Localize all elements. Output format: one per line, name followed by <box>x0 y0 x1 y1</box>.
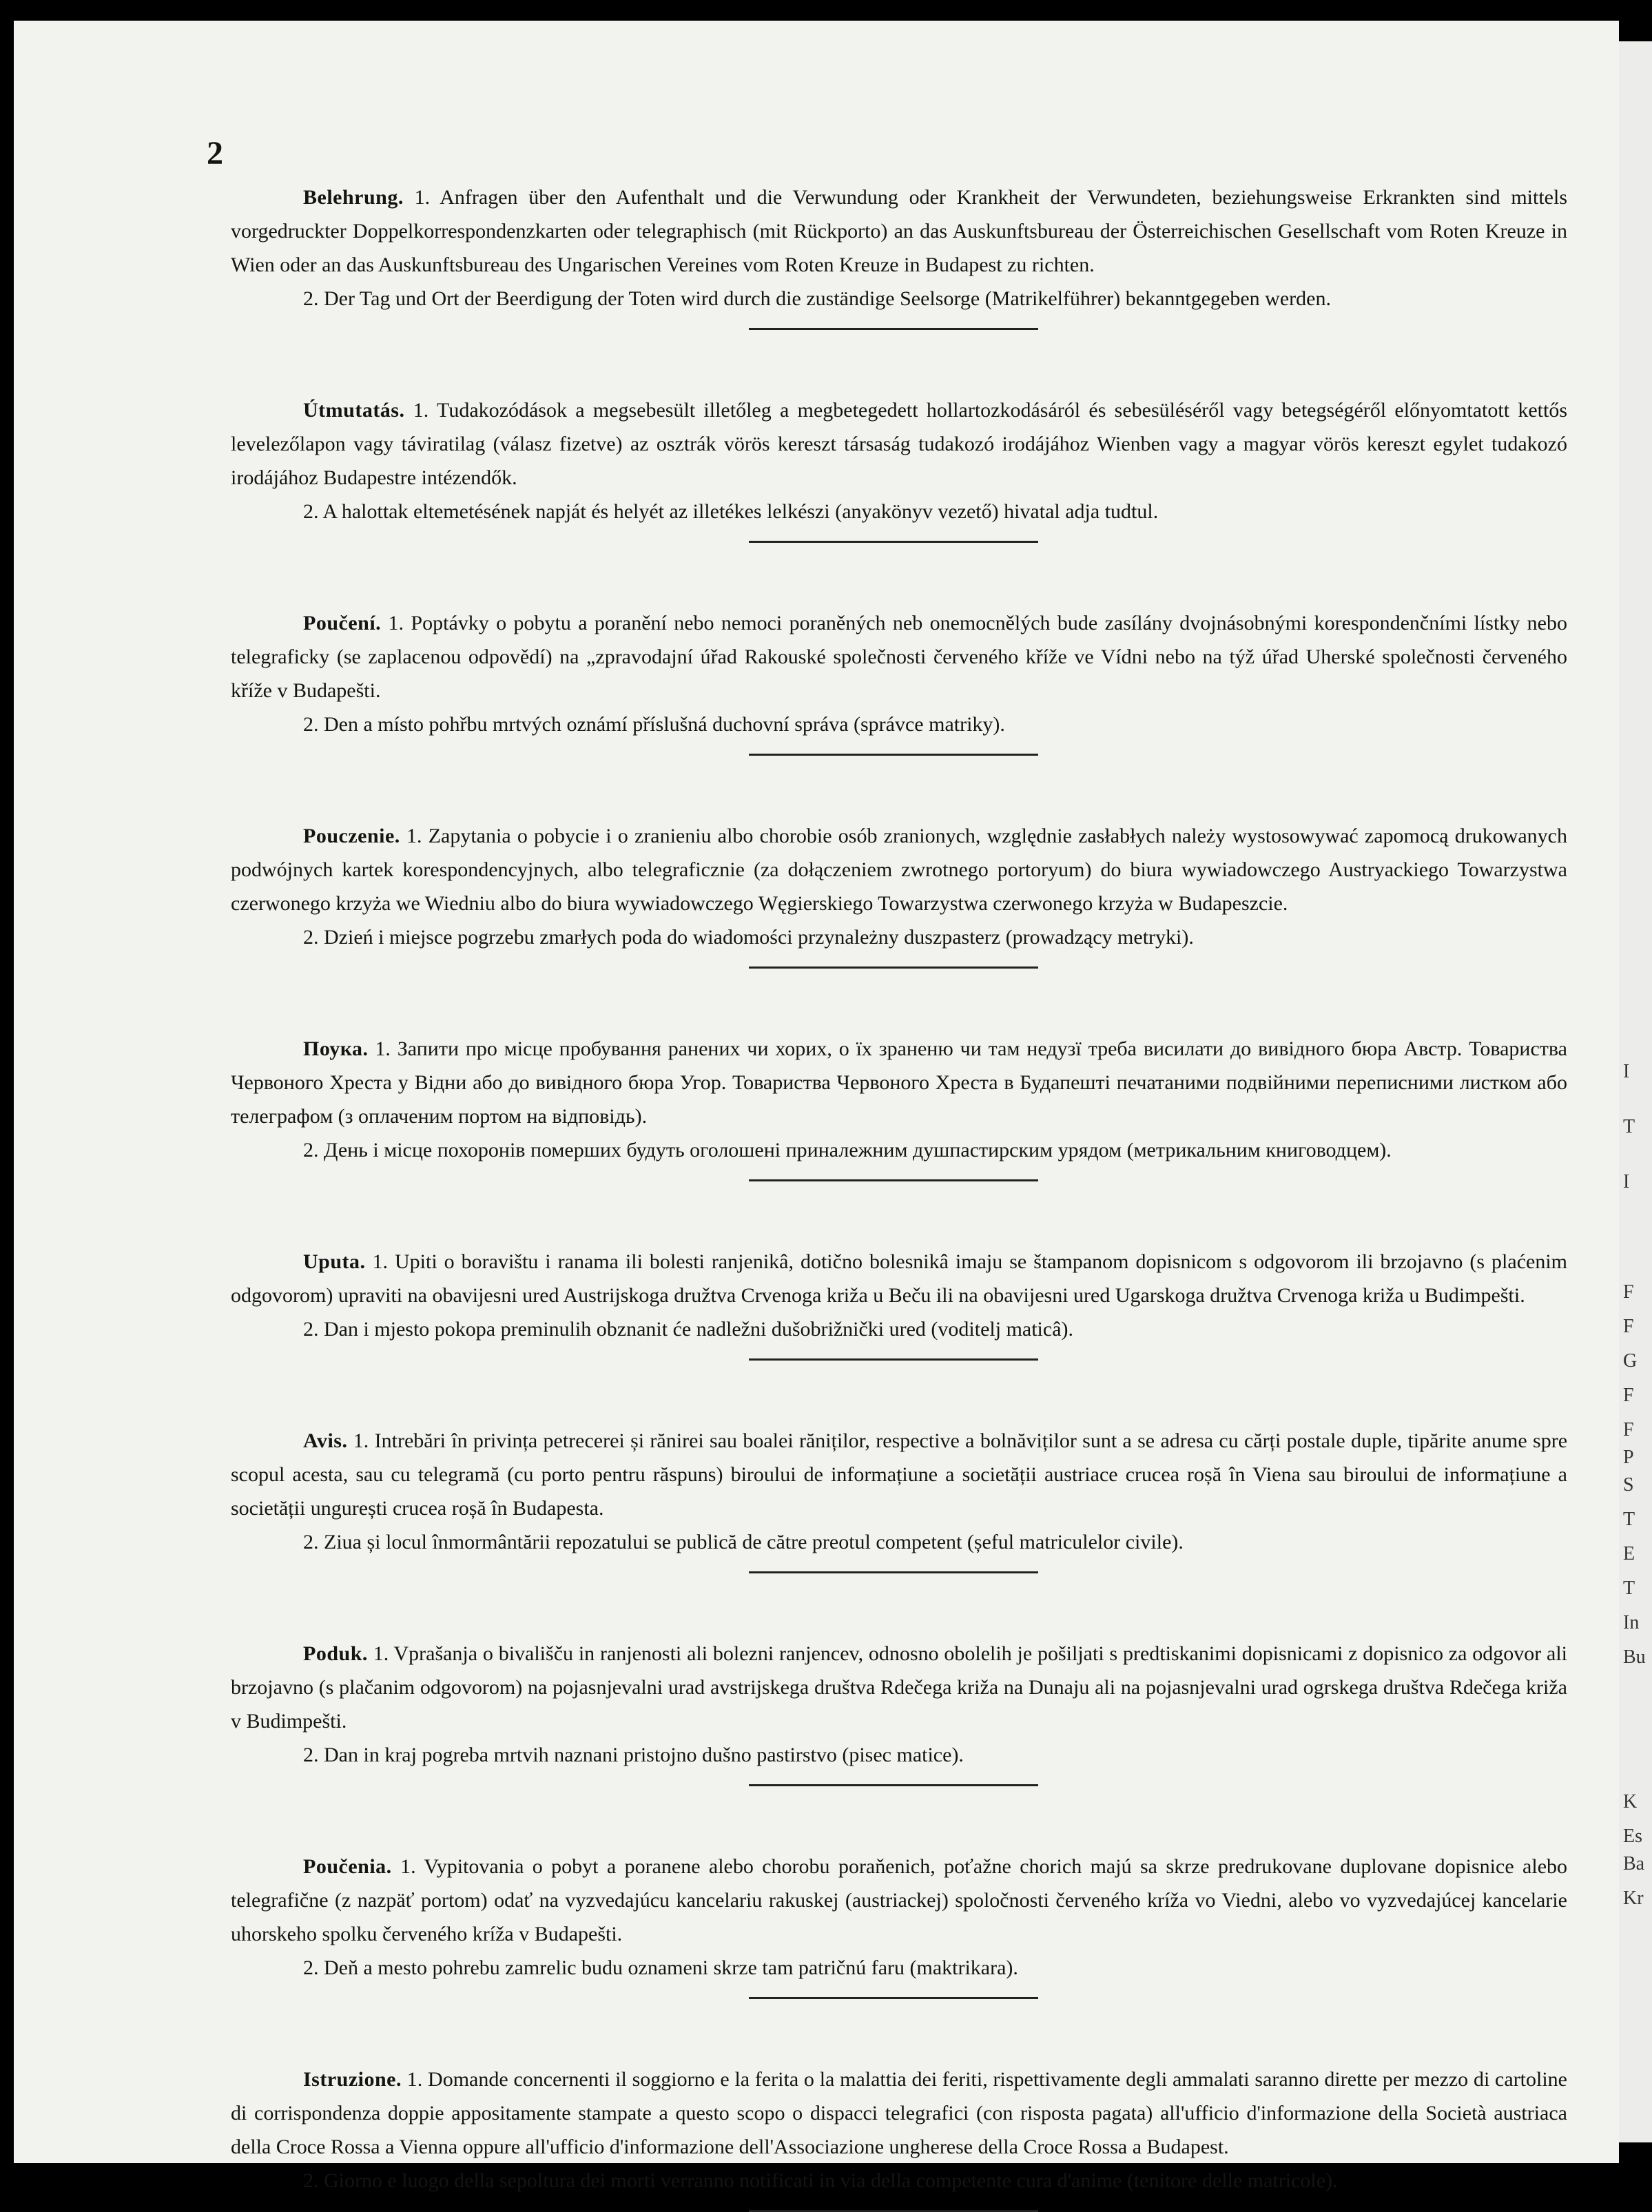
item-1-text: 1. Zapytania o pobycie i o zranieniu albo chorobie osób zranionych, względnie zasłabłych należy wystosowywać zapomocą drukowanych podwójnych kartek korespondencyjnych, albo telegraficznie (za dołączeniem zwrotnego portoryum) do biura wywiadowczego Austryackiego Towarzystwa czerwonego krzyża we Wiedniu albo do biura wywiadowczego Węgierskiego Towarzystwa czerwonego krzyża w Budapeszcie. <box>231 825 1567 915</box>
strip-letter: In <box>1623 1612 1640 1633</box>
item-2: 2. Giorno e luogo della sepoltura dei morti verranno notificati in via della competente cura d'anime (tenitore delle matricole). <box>303 2169 1338 2192</box>
section-polish <box>231 819 1567 954</box>
section-divider <box>749 754 1038 756</box>
item-2: 2. A halottak eltemetésének napját és helyét az illetékes lelkészi (anyakönyv vezető) hivatal adja tudtul. <box>303 500 1159 523</box>
strip-letter: Es <box>1623 1826 1642 1847</box>
strip-letter: Kr <box>1623 1888 1644 1909</box>
instructions-content <box>231 180 1567 2212</box>
item-1 <box>231 1424 1567 1525</box>
section-divider <box>749 967 1038 969</box>
section-divider <box>749 1179 1038 1181</box>
strip-letter: F <box>1623 1419 1634 1440</box>
section-slovenian <box>231 1637 1567 1772</box>
strip-letter: I <box>1623 1061 1630 1082</box>
strip-letter: T <box>1623 1509 1635 1530</box>
section-romanian <box>231 1424 1567 1559</box>
adjacent-page-strip <box>1619 41 1652 2142</box>
item-1 <box>231 2063 1567 2164</box>
item-1-text: 1. Tudakozódások a megsebesült illetőleg a megbetegedett hollartozkodásáról és sebesüléséről vagy betegségéről előnyomtatott kettős levelezőlapon vagy táviratilag (válasz fizetve) az osztrák vörös kereszt társaság tudakozó irodájához Wienben vagy a magyar vörös kereszt egylet tudakozó irodájához Budapestre intézendők. <box>231 399 1567 489</box>
section-ukrainian <box>231 1032 1567 1167</box>
item-1 <box>231 1637 1567 1738</box>
item-1-text: 1. Vypitovania o pobyt a poranene alebo chorobu poraňenich, poťažne chorich majú sa skrze predrukovane duplovane dopisnice alebo telegrafične (z nazpäť portom) odať na vyzvedajúcu kancelariu rakuskej (austriackej) spoločnosti červeného kríža vo Viedni, alebo vo vyzvedajúcej kancelarie uhorskeho spolku červeného kríža v Budapešti. <box>231 1855 1568 1945</box>
section-czech <box>231 606 1567 741</box>
item-1 <box>231 393 1567 495</box>
strip-letter: I <box>1623 1171 1630 1192</box>
strip-letter: F <box>1623 1316 1634 1337</box>
section-heading: Avis. <box>303 1429 348 1452</box>
item-1 <box>231 606 1567 707</box>
section-heading: Uputa. <box>303 1250 366 1273</box>
section-heading: Istruzione. <box>303 2068 402 2091</box>
item-1-text: 1. Запити про місце пробування ранених чи хорих, о їх зраненю чи там недузї треба висилати до вивідного бюра Австр. Товариства Червоного Хреста у Відни або до вивідного бюра Угор. Товариства Червоного Хреста в Будапешті печатаними подвійними переписними листком або телеграфом (з оплаченим портом на відповідь). <box>231 1037 1567 1128</box>
item-1 <box>231 1245 1567 1312</box>
item-2: 2. Ziua și locul înmormântării repozatului se publică de către preotul competent (șeful matriculelor civile). <box>303 1531 1184 1553</box>
section-heading: Poduk. <box>303 1642 368 1665</box>
item-2: 2. Dan in kraj pogreba mrtvih naznani pristojno dušno pastirstvo (pisec matice). <box>303 1744 964 1766</box>
strip-letter: F <box>1623 1281 1634 1303</box>
section-italian <box>231 2063 1567 2198</box>
section-hungarian <box>231 393 1567 528</box>
strip-letter: F <box>1623 1385 1634 1406</box>
section-croatian <box>231 1245 1567 1346</box>
section-divider <box>749 1571 1038 1573</box>
item-2: 2. День і місце похоронів померших будуть оголошені приналежним душпастирским урядом (метрикальним книговодцем). <box>303 1139 1392 1161</box>
section-heading: Belehrung. <box>303 186 404 209</box>
section-divider <box>749 1358 1038 1361</box>
item-1 <box>231 1032 1567 1133</box>
strip-letter: G <box>1623 1350 1638 1372</box>
item-2: 2. Dzień i miejsce pogrzebu zmarłych poda do wiadomości przynależny duszpasterz (prowadzący metryki). <box>303 926 1194 949</box>
page-number: 2 <box>207 135 223 172</box>
strip-letter: Bu <box>1623 1646 1646 1668</box>
item-1 <box>231 180 1567 282</box>
section-slovak <box>231 1850 1567 1985</box>
strip-letter: K <box>1623 1791 1638 1812</box>
section-heading: Poučení. <box>303 612 382 634</box>
item-2: 2. Dan i mjesto pokopa preminulih obznanit će nadležni dušobrižnički ured (voditelj maticâ). <box>303 1318 1074 1341</box>
item-1-text: 1. Intrebări în privința petrecerei și rănirei sau boalei răniților, respective a bolnăviților sunt a se adresa cu cărți postale duple, tipărite anume spre scopul acesta, sau cu telegramă (cu porto pentru răspuns) biroului de informațiune a societății austriace crucea roșă în Viena sau biroului de informațiune a societății ungurești crucea roșă în Budapesta. <box>231 1429 1568 1520</box>
item-1-text: 1. Domande concernenti il soggiorno e la ferita o la malattia dei feriti, rispettivamente degli ammalati saranno dirette per mezzo di cartoline di corrispondenza doppie appositamente stampate a questo scopo o dispacci telegrafici (con risposta pagata) all'ufficio d'informazione della Società austriaca della Croce Rossa a Vienna oppure all'ufficio d'informazione dell'Associazione ungherese della Croce Rossa a Budapest. <box>231 2068 1567 2158</box>
section-divider <box>749 541 1038 543</box>
item-2: 2. Deň a mesto pohrebu zamrelic budu oznameni skrze tam patričnú faru (maktrikara). <box>303 1956 1018 1979</box>
section-heading: Pouczenie. <box>303 825 400 847</box>
item-1 <box>231 819 1567 920</box>
item-2: 2. Den a místo pohřbu mrtvých oznámí příslušná duchovní správa (správce matriky). <box>303 713 1005 736</box>
strip-letter: E <box>1623 1543 1635 1564</box>
section-divider <box>749 1784 1038 1786</box>
section-divider <box>749 328 1038 330</box>
item-1 <box>231 1850 1567 1951</box>
section-german <box>231 180 1567 316</box>
section-heading: Поука. <box>303 1037 369 1060</box>
section-heading: Poučenia. <box>303 1855 392 1878</box>
section-divider <box>749 1997 1038 1999</box>
item-1-text: 1. Upiti o boravištu i ranama ili bolesti ranjenikâ, dotično bolesnikâ imaju se štampanom dopisnicom s odgovorom ili brzojavno (s plaćenim odgovorom) upraviti na obavijesni ured Austrijskoga družtva Crvenoga križa u Beču ili na obavijesni ured Ugarskoga družtva Crvenoga križa u Budimpešti. <box>231 1250 1568 1307</box>
strip-letter: P <box>1623 1447 1634 1468</box>
item-1-text: 1. Poptávky o pobytu a poranění nebo nemoci poraněných neb onemocnělých bude zasílány dvojnásobnými korespondenčními lístky nebo telegraficky (se zaplacenou odpovědí) na „zpravodajní úřad Rakouské společnosti červeného kříže ve Vídni nebo na týž úřad Uherské společnosti červeného kříže v Budapešti. <box>231 612 1567 702</box>
strip-letter: S <box>1623 1474 1634 1496</box>
item-2: 2. Der Tag und Ort der Beerdigung der Toten wird durch die zuständige Seelsorge (Matrikelführer) bekanntgegeben werden. <box>303 287 1331 310</box>
strip-letter: T <box>1623 1116 1635 1137</box>
strip-letter: T <box>1623 1578 1635 1599</box>
section-heading: Útmutatás. <box>303 399 405 422</box>
item-1-text: 1. Vprašanja o bivališču in ranjenosti ali bolezni ranjencev, odnosno obolelih je pošiljati s predtiskanimi dopisnicami z dopisnico za odgovor ali brzojavno (s plačanim odgovorom) na pojasnjevalni urad avstrijskega društva Rdečega križa na Dunaju ali na pojasnjevalni urad ogrskega društva Rdečega križa v Budimpešti. <box>231 1642 1568 1733</box>
strip-letter: Ba <box>1623 1853 1645 1874</box>
item-1-text: 1. Anfragen über den Aufenthalt und die Verwundung oder Krankheit der Verwundeten, beziehungsweise Erkrankten sind mittels vorgedruckter Doppelkorrespondenzkarten oder telegraphisch (mit Rückporto) an das Auskunftsbureau der Österreichischen Gesellschaft vom Roten Kreuze in Wien oder an das Auskunftsbureau des Ungarischen Vereines vom Roten Kreuze in Budapest zu richten. <box>231 186 1568 276</box>
